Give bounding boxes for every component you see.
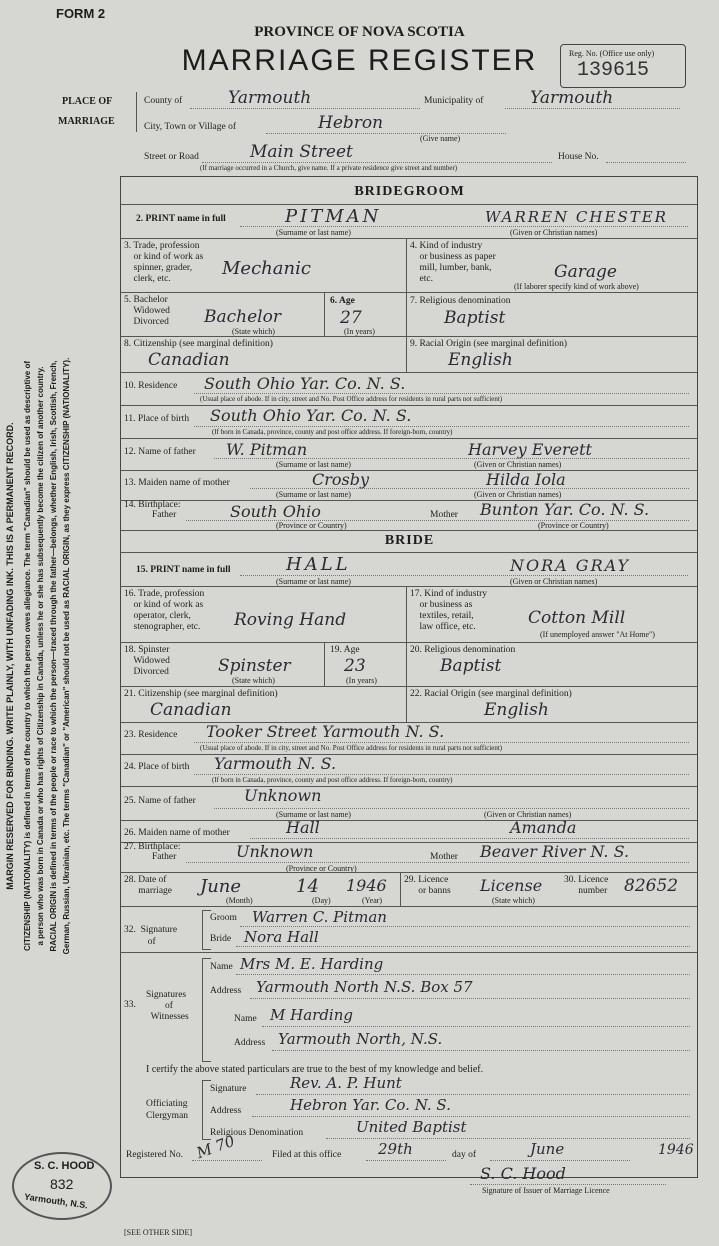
stamp-name: S. C. HOOD	[34, 1160, 95, 1172]
year-note: (Year)	[362, 896, 383, 905]
street-value: Main Street	[250, 142, 353, 162]
groom-industry-note: (If laborer specify kind of work above)	[514, 282, 639, 291]
margin-line-4: a person who was born in Canada or who has rights of Citizenship in Canada, unless he or she has subsequently become the citizen of another country.	[36, 366, 45, 946]
groom-mother-word: Mother	[430, 510, 458, 520]
bride-name-no: 15.	[136, 565, 148, 575]
city-value: Hebron	[318, 113, 384, 133]
witness2-name: M Harding	[270, 1006, 353, 1024]
bride-heading: BRIDE	[384, 533, 435, 548]
clergy-signature: Rev. A. P. Hunt	[290, 1074, 402, 1092]
clergy-address-label: Address	[210, 1106, 242, 1116]
groom-surname: PITMAN	[285, 206, 382, 227]
licence-number-label: 30. Licence number	[564, 875, 609, 896]
bride-birthplace-label: 27. Birthplace:	[124, 842, 181, 852]
bride-status: Spinster	[218, 656, 291, 676]
bride-father-surname: Unknown	[244, 786, 322, 805]
bride-citizenship: Canadian	[150, 700, 232, 720]
groom-racial-label: 9. Racial Origin (see marginal definition)	[410, 339, 568, 349]
bride-industry: Cotton Mill	[528, 608, 626, 628]
licence-type: License	[480, 876, 543, 895]
groom-age-note: (In years)	[344, 327, 375, 336]
bride-age: 23	[344, 656, 366, 676]
w1-address-label: Address	[210, 986, 242, 996]
groom-father-prov-note: (Province or Country)	[276, 521, 347, 530]
see-other-side: [SEE OTHER SIDE]	[124, 1228, 192, 1237]
filed-month: June	[530, 1140, 565, 1158]
licence-number: 82652	[624, 876, 679, 896]
street-label: Street or Road	[144, 152, 199, 162]
bride-father-prov-note: (Province or Country)	[286, 864, 357, 873]
groom-trade: Mechanic	[222, 258, 311, 279]
municipality-value: Yarmouth	[530, 88, 614, 108]
signature-label: 32. Signature of	[124, 925, 178, 947]
bride-signature: Nora Hall	[244, 928, 319, 946]
registrar-stamp	[12, 1152, 112, 1220]
groom-state-note: (State which)	[232, 327, 275, 336]
groom-religion-label: 7. Religious denomination	[410, 296, 511, 306]
groom-citizenship-label: 8. Citizenship (see marginal definition)	[124, 339, 273, 349]
witnesses-label: Signatures of Witnesses	[146, 990, 189, 1022]
clergy-denomination: United Baptist	[356, 1118, 467, 1136]
registered-label: Registered No.	[126, 1150, 183, 1160]
margin-line-5: RACIAL ORIGIN is defined in terms of the people or race to which the person—traced through the father—belongs, whether English, Irish, Scottish, French,	[49, 360, 58, 952]
bride-father-word: Father	[152, 852, 177, 862]
groom-age: 27	[340, 308, 362, 328]
groom-name-label: PRINT name in full	[145, 214, 226, 224]
margin-line-6: German, Russian, Ukrainian, etc. The terms "Canadian" or "American" should not be used as RACIAL ORIGIN, as they express CITIZENSHIP (NATIONALITY).	[62, 357, 71, 955]
groom-birthplace-label: 14. Birthplace:	[124, 500, 181, 510]
groom-birth: South Ohio Yar. Co. N. S.	[210, 406, 412, 425]
issuer-label: Signature of Issuer of Marriage Licence	[482, 1186, 610, 1195]
groom-age-label: 6. Age	[330, 296, 355, 306]
witness1-name: Mrs M. E. Harding	[240, 955, 384, 973]
groom-industry-label: 4. Kind of industry or business as paper mill, lumber, bank, etc.	[410, 241, 496, 284]
witness-number: 33.	[124, 1000, 136, 1010]
bride-birth: Yarmouth N. S.	[214, 754, 337, 773]
reg-no-box	[560, 44, 686, 88]
bride-surname-note: (Surname or last name)	[276, 577, 351, 586]
house-no-label: House No.	[558, 152, 599, 162]
groom-mother-given-note: (Given or Christian names)	[474, 490, 562, 499]
bride-father-birthplace: Unknown	[236, 842, 314, 861]
municipality-label: Municipality of	[424, 96, 484, 106]
bride-residence: Tooker Street Yarmouth N. S.	[206, 722, 445, 741]
groom-father-given-note: (Given or Christian names)	[474, 460, 562, 469]
certify-text: I certify the above stated particulars are true to the best of my knowledge and belief.	[146, 1064, 484, 1075]
street-note: (If marriage occurred in a Church, give name. If a private residence give street and number)	[200, 164, 458, 172]
w2-address-label: Address	[234, 1038, 266, 1048]
clergy-address: Hebron Yar. Co. N. S.	[290, 1096, 451, 1114]
bride-name-label: PRINT name in full	[150, 565, 231, 575]
date-label: 28. Date of marriage	[124, 875, 173, 896]
groom-industry: Garage	[554, 262, 617, 282]
bride-residence-label: 23. Residence	[124, 730, 178, 740]
groom-father-word: Father	[152, 510, 177, 520]
bride-sign-label: Bride	[210, 934, 232, 944]
place-label-1: PLACE OF	[62, 96, 113, 107]
groom-residence-label: 10. Residence	[124, 381, 178, 391]
day-note: (Day)	[312, 896, 331, 905]
bride-surname: HALL	[286, 554, 351, 575]
issuer-signature: S. C. Hood	[480, 1164, 566, 1183]
bride-mother-birthplace: Beaver River N. S.	[480, 842, 630, 861]
groom-father-label: 12. Name of father	[124, 447, 196, 457]
page-title: MARRIAGE REGISTER	[181, 44, 538, 77]
groom-birth-note: (If born in Canada, province, county and post office address. If foreign-born, country)	[212, 428, 453, 436]
filed-day: 29th	[378, 1140, 413, 1158]
bride-mother-label: 26. Maiden name of mother	[124, 828, 230, 838]
bride-trade-label: 16. Trade, profession or kind of work as operator, clerk, stenographer, etc.	[124, 589, 205, 632]
bride-given-note: (Given or Christian names)	[510, 577, 598, 586]
groom-citizenship: Canadian	[148, 350, 230, 370]
groom-birth-label: 11. Place of birth	[124, 414, 190, 424]
groom-signature: Warren C. Pitman	[252, 908, 387, 926]
bride-birth-label: 24. Place of birth	[124, 762, 190, 772]
groom-heading: BRIDEGROOM	[354, 184, 465, 199]
stamp-number: 832	[50, 1176, 74, 1192]
stamp-location: Yarmouth, N.S.	[23, 1191, 89, 1211]
groom-religion: Baptist	[444, 308, 506, 328]
margin-text	[0, 66, 73, 1246]
groom-mother-surname-note: (Surname or last name)	[276, 490, 351, 499]
groom-father-surname: W. Pitman	[226, 440, 308, 459]
bride-industry-label: 17. Kind of industry or business as textiles, retail, law office, etc.	[410, 589, 488, 632]
reg-no-value: 139615	[577, 59, 650, 82]
bride-religion-label: 20. Religious denomination	[410, 645, 516, 655]
bride-racial: English	[484, 700, 549, 720]
groom-status-label: 5. Bachelor Widowed Divorced	[124, 295, 170, 327]
bride-age-note: (In years)	[346, 676, 377, 685]
groom-trade-label: 3. Trade, profession or kind of work as spinner, grader, clerk, etc.	[124, 241, 204, 284]
bride-age-label: 19. Age	[330, 645, 360, 655]
bride-father-label: 25. Name of father	[124, 796, 196, 806]
denomination-label: Religious Denomination	[210, 1128, 304, 1138]
groom-residence: South Ohio Yar. Co. N. S.	[204, 374, 406, 393]
licence-note: (State which)	[492, 896, 535, 905]
registered-number: M 70	[194, 1131, 238, 1163]
bride-mother-word: Mother	[430, 852, 458, 862]
bride-father-surname-note: (Surname or last name)	[276, 810, 351, 819]
county-label: County of	[144, 96, 183, 106]
groom-father-given: Harvey Everett	[468, 440, 592, 459]
filed-label: Filed at this office	[272, 1150, 342, 1160]
bride-trade: Roving Hand	[234, 610, 347, 630]
witness1-address: Yarmouth North N.S. Box 57	[256, 978, 473, 996]
bride-industry-note: (If unemployed answer "At Home")	[540, 630, 655, 639]
bride-mother-surname: Hall	[286, 818, 320, 837]
place-label-2: MARRIAGE	[58, 116, 115, 127]
groom-surname-note: (Surname or last name)	[276, 228, 351, 237]
groom-residence-note: (Usual place of abode. If in city, street and No. Post Office address for residents in rural parts not sufficient)	[200, 395, 503, 403]
bride-father-given-note: (Given or Christian names)	[484, 810, 572, 819]
licence-label: 29. Licence or banns	[404, 875, 451, 896]
marriage-day: 14	[296, 876, 319, 897]
groom-given-note: (Given or Christian names)	[510, 228, 598, 237]
margin-line-3: CITIZENSHIP (NATIONALITY) is defined in terms of the country to which the person owes allegiance. The term "Canadian" should be used as descriptive of	[23, 360, 32, 952]
bride-given: NORA GRAY	[510, 556, 631, 575]
witness2-address: Yarmouth North, N.S.	[278, 1030, 443, 1048]
city-label: City, Town or Village of	[144, 122, 236, 132]
w2-name-label: Name	[234, 1014, 257, 1024]
w1-name-label: Name	[210, 962, 233, 972]
bride-religion: Baptist	[440, 656, 502, 676]
city-note: (Give name)	[420, 134, 461, 143]
groom-mother-surname: Crosby	[312, 470, 370, 489]
groom-sign-label: Groom	[210, 913, 237, 923]
bride-birth-note: (If born in Canada, province, county and post office address. If foreign-born, country)	[212, 776, 453, 784]
officiating-label: Officiating Clergyman	[146, 1099, 189, 1121]
form-number: FORM 2	[56, 6, 106, 21]
groom-given: WARREN CHESTER	[485, 208, 668, 226]
marriage-month: June	[200, 876, 242, 897]
county-value: Yarmouth	[228, 88, 312, 108]
reg-no-label: Reg. No. (Office use only)	[569, 49, 655, 58]
bride-racial-label: 22. Racial Origin (see marginal definition)	[410, 689, 572, 699]
groom-status: Bachelor	[204, 307, 281, 327]
bride-mother-given: Amanda	[510, 818, 577, 837]
province-heading: PROVINCE OF NOVA SCOTIA	[254, 24, 465, 40]
groom-father-surname-note: (Surname or last name)	[276, 460, 351, 469]
groom-mother-given: Hilda Iola	[486, 470, 566, 489]
groom-mother-label: 13. Maiden name of mother	[124, 478, 230, 488]
day-of-label: day of	[452, 1150, 477, 1160]
groom-name-no: 2.	[136, 214, 144, 224]
bride-status-label: 18. Spinster Widowed Divorced	[124, 645, 170, 677]
groom-father-birthplace: South Ohio	[230, 502, 321, 521]
bride-residence-note: (Usual place of abode. If in city, street and No. Post Office address for residents in rural parts not sufficient)	[200, 744, 503, 752]
month-note: (Month)	[226, 896, 253, 905]
bride-citizenship-label: 21. Citizenship (see marginal definition)	[124, 689, 278, 699]
marriage-year: 1946	[346, 876, 387, 895]
groom-racial: English	[448, 350, 513, 370]
filed-year: 1946	[658, 1142, 694, 1158]
margin-line-2: MARGIN RESERVED FOR BINDING. WRITE PLAINLY, WITH UNFADING INK. THIS IS A PERMANENT RECORD.	[5, 422, 15, 890]
bride-state-note: (State which)	[232, 676, 275, 685]
groom-mother-birthplace: Bunton Yar. Co. N. S.	[480, 500, 650, 519]
groom-mother-prov-note: (Province or Country)	[538, 521, 609, 530]
clergy-sig-label: Signature	[210, 1084, 247, 1094]
